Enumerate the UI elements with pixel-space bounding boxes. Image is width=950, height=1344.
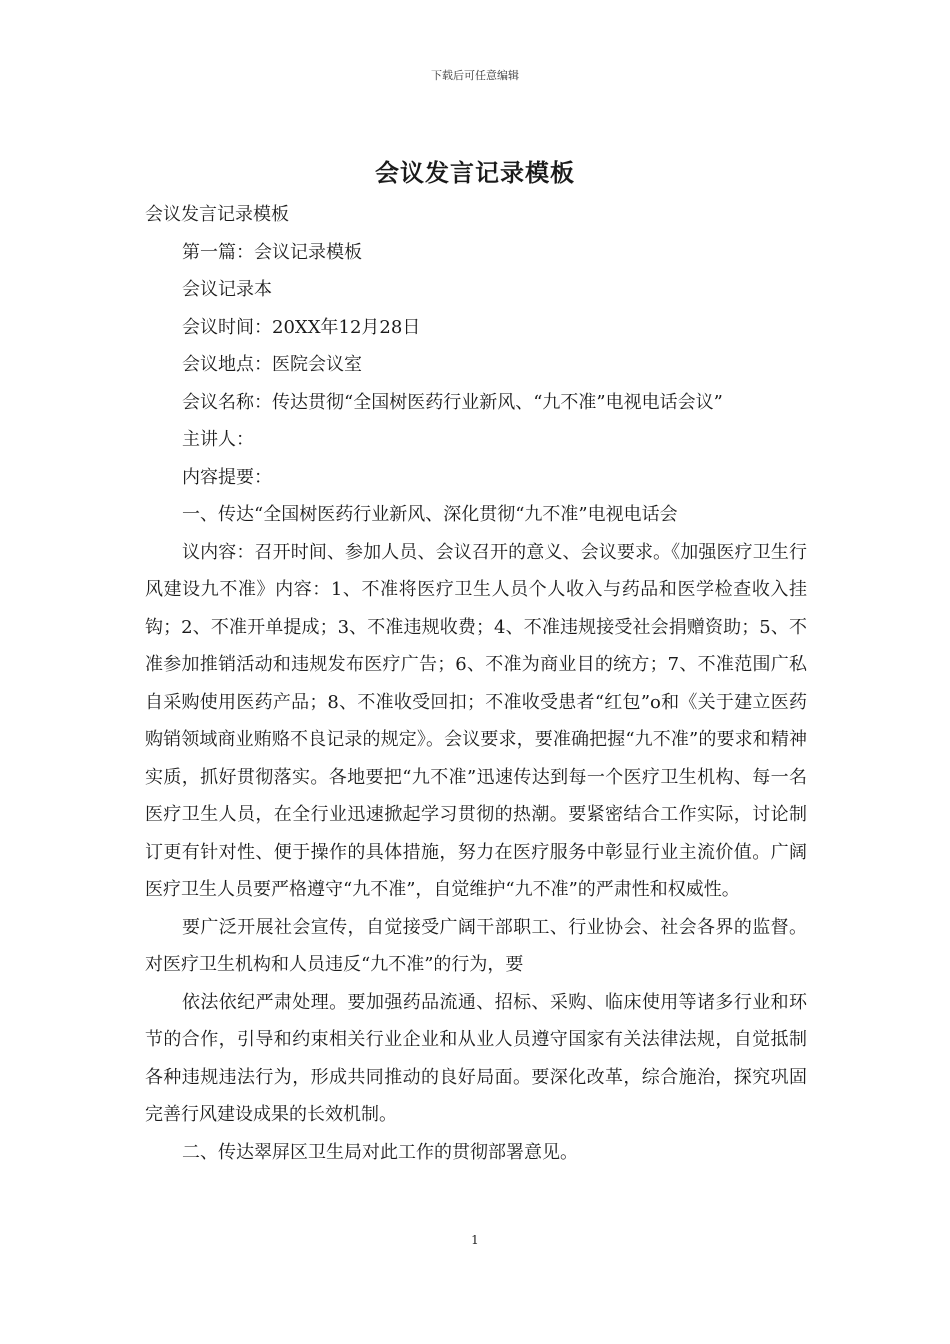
meeting-location: 会议地点：医院会议室 [182,354,362,375]
speaker-line: 主讲人： [182,429,254,450]
paragraph-item-one: 一、传达“全国树医药行业新风、深化贯彻“九不准”电视电话会 [182,504,678,525]
section-heading: 第一篇：会议记录模板 [182,241,362,263]
summary-heading: 内容提要： [182,466,272,488]
meeting-time: 会议时间：20XX年12月28日 [182,316,421,338]
paragraph-item-two: 二、传达翠屏区卫生局对此工作的贯彻部署意见。 [182,1141,578,1163]
document-title: 会议发言记录模板 [375,158,575,187]
meeting-name: 会议名称：传达贯彻“全国树医药行业新风、“九不准”电视电话会议” [182,391,723,413]
record-book-line: 会议记录本 [182,279,272,300]
document-body [145,196,807,1171]
page-number: 1 [471,1233,479,1247]
subtitle-line: 会议发言记录模板 [145,204,289,225]
paragraph-meeting-content: 议内容：召开时间、参加人员、会议召开的意义、会议要求。《加强医疗卫生行风建设九不准》内容：1、不准将医疗卫生人员个人收入与药品和医学检查收入挂钩；2、不准开单提成；3、不准违规收费；4、不准违规接受社会捐赠资助；5、不准参加推销活动和违规发布医疗广告；6、不准为商业目的统方；7、不准范围广私自采购使用医药产品；8、不准收受回扣；不准收受患者“红包”o和《关于建立医药购销领域商业贿赂不良记录的规定》。会议要求，要准确把握“九不准”的要求和精神实质，抓好贯彻落实。各地要把“九不准”迅速传达到每一个医疗卫生机构、每一名医疗卫生人员，在全行业迅速掀起学习贯彻的热潮。要紧密结合工作实际，讨论制订更有针对性、便于操作的具体措施，努力在医疗服务中彰显行业主流价值。广阔医疗卫生人员要严格遵守“九不准”，自觉维护“九不准”的严肃性和权威性。 [145,541,807,900]
paragraph-enforcement: 依法依纪严肃处理。要加强药品流通、招标、采购、临床使用等诸多行业和环节的合作，引导和约束相关行业企业和从业人员遵守国家有关法律法规，自觉抵制各种违规违法行为，形成共同推动的良好局面。要深化改革，综合施治，探究巩固完善行风建设成果的长效机制。 [145,991,807,1125]
paragraph-publicity: 要广泛开展社会宣传，自觉接受广阔干部职工、行业协会、社会各界的监督。对医疗卫生机构和人员违反“九不准”的行为，要 [145,916,807,975]
header-note: 下载后可任意编辑 [431,69,519,82]
